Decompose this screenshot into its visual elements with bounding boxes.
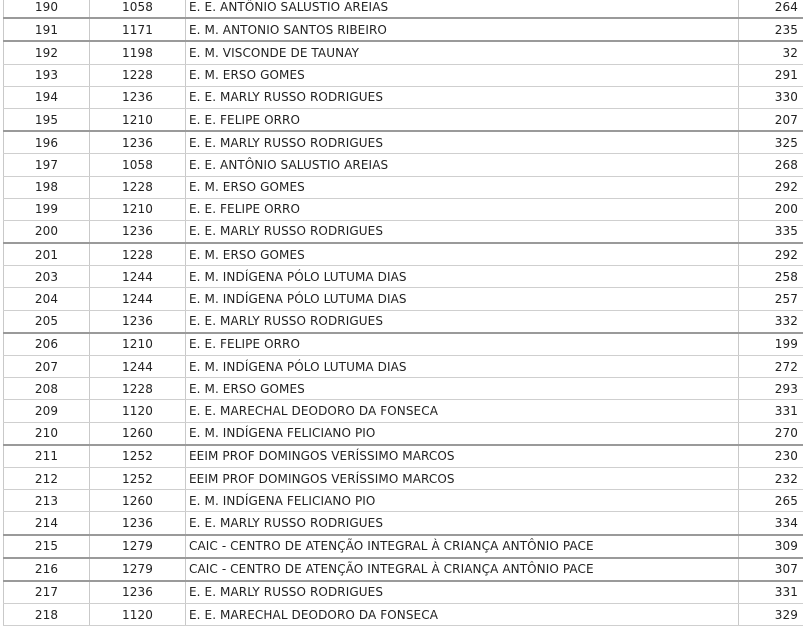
school-name-cell: E. E. MARLY RUSSO RODRIGUES (186, 86, 739, 108)
value-cell: 307 (739, 558, 803, 581)
value-cell: 268 (739, 154, 803, 176)
value-cell: 32 (739, 41, 803, 64)
row-number-cell: 195 (4, 108, 90, 131)
value-cell: 270 (739, 422, 803, 445)
table-row (4, 467, 803, 489)
table-row (4, 288, 803, 310)
row-number-cell: 217 (4, 581, 90, 604)
value-cell: 200 (739, 198, 803, 220)
school-name-cell: E. M. ERSO GOMES (186, 378, 739, 400)
value-cell: 265 (739, 490, 803, 512)
value-cell: 235 (739, 18, 803, 41)
value-cell: 293 (739, 378, 803, 400)
school-name-cell: E. E. FELIPE ORRO (186, 108, 739, 131)
school-name-cell: CAIC - CENTRO DE ATENÇÃO INTEGRAL À CRIANÇA ANTÔNIO PACE (186, 535, 739, 558)
row-number-cell: 198 (4, 176, 90, 198)
row-number-cell: 204 (4, 288, 90, 310)
table-row (4, 131, 803, 154)
school-code-cell: 1228 (90, 378, 186, 400)
school-code-cell: 1236 (90, 512, 186, 535)
row-number-cell: 201 (4, 243, 90, 266)
table-row (4, 266, 803, 288)
table-row (4, 604, 803, 626)
table-row (4, 18, 803, 41)
value-cell: 232 (739, 467, 803, 489)
table-row (4, 356, 803, 378)
row-number-cell: 197 (4, 154, 90, 176)
school-name-cell: CAIC - CENTRO DE ATENÇÃO INTEGRAL À CRIANÇA ANTÔNIO PACE (186, 558, 739, 581)
school-name-cell: E. M. ERSO GOMES (186, 176, 739, 198)
school-name-cell: E. E. MARECHAL DEODORO DA FONSECA (186, 604, 739, 626)
school-name-cell: E. M. ANTONIO SANTOS RIBEIRO (186, 18, 739, 41)
value-cell: 199 (739, 333, 803, 356)
value-cell: 329 (739, 604, 803, 626)
school-name-cell: E. E. MARLY RUSSO RODRIGUES (186, 310, 739, 333)
table-row (4, 64, 803, 86)
school-code-cell: 1236 (90, 86, 186, 108)
school-code-cell: 1228 (90, 243, 186, 266)
school-code-cell: 1120 (90, 604, 186, 626)
school-code-cell: 1228 (90, 64, 186, 86)
table-row (4, 41, 803, 64)
table-row (4, 535, 803, 558)
school-name-cell: E. M. ERSO GOMES (186, 64, 739, 86)
school-code-cell: 1244 (90, 356, 186, 378)
school-code-cell: 1252 (90, 467, 186, 489)
school-name-cell: EEIM PROF DOMINGOS VERÍSSIMO MARCOS (186, 445, 739, 468)
value-cell: 258 (739, 266, 803, 288)
school-name-cell: E. E. MARLY RUSSO RODRIGUES (186, 131, 739, 154)
table-row (4, 445, 803, 468)
school-code-cell: 1244 (90, 266, 186, 288)
school-code-cell: 1210 (90, 198, 186, 220)
row-number-cell: 208 (4, 378, 90, 400)
school-code-cell: 1210 (90, 108, 186, 131)
school-name-cell: E. E. FELIPE ORRO (186, 333, 739, 356)
table-row (4, 108, 803, 131)
row-number-cell: 211 (4, 445, 90, 468)
table-row (4, 333, 803, 356)
results-table (3, 0, 803, 626)
school-code-cell: 1279 (90, 558, 186, 581)
school-code-cell: 1171 (90, 18, 186, 41)
school-code-cell: 1236 (90, 220, 186, 243)
school-code-cell: 1058 (90, 154, 186, 176)
row-number-cell: 203 (4, 266, 90, 288)
school-code-cell: 1236 (90, 581, 186, 604)
row-number-cell: 212 (4, 467, 90, 489)
table-row (4, 220, 803, 243)
row-number-cell: 206 (4, 333, 90, 356)
school-code-cell: 1260 (90, 422, 186, 445)
table-row (4, 198, 803, 220)
school-name-cell: E. M. ERSO GOMES (186, 243, 739, 266)
table-row (4, 243, 803, 266)
value-cell: 230 (739, 445, 803, 468)
value-cell: 291 (739, 64, 803, 86)
value-cell: 325 (739, 131, 803, 154)
value-cell: 264 (739, 0, 803, 18)
table-row (4, 0, 803, 18)
school-name-cell: E. M. INDÍGENA PÓLO LUTUMA DIAS (186, 288, 739, 310)
school-code-cell: 1236 (90, 131, 186, 154)
value-cell: 331 (739, 400, 803, 422)
school-code-cell: 1236 (90, 310, 186, 333)
school-name-cell: E. E. ANTÔNIO SALUSTIO AREIAS (186, 0, 739, 18)
table-row (4, 176, 803, 198)
school-name-cell: E. E. FELIPE ORRO (186, 198, 739, 220)
row-number-cell: 210 (4, 422, 90, 445)
value-cell: 292 (739, 176, 803, 198)
value-cell: 332 (739, 310, 803, 333)
row-number-cell: 207 (4, 356, 90, 378)
row-number-cell: 196 (4, 131, 90, 154)
school-name-cell: E. E. MARLY RUSSO RODRIGUES (186, 220, 739, 243)
table-row (4, 400, 803, 422)
school-code-cell: 1279 (90, 535, 186, 558)
table-row (4, 422, 803, 445)
table-row (4, 86, 803, 108)
school-name-cell: E. M. INDÍGENA FELICIANO PIO (186, 490, 739, 512)
school-code-cell: 1210 (90, 333, 186, 356)
row-number-cell: 191 (4, 18, 90, 41)
school-name-cell: E. M. VISCONDE DE TAUNAY (186, 41, 739, 64)
school-name-cell: E. E. ANTÔNIO SALUSTIO AREIAS (186, 154, 739, 176)
school-code-cell: 1198 (90, 41, 186, 64)
row-number-cell: 194 (4, 86, 90, 108)
school-code-cell: 1252 (90, 445, 186, 468)
table-row (4, 512, 803, 535)
row-number-cell: 209 (4, 400, 90, 422)
row-number-cell: 192 (4, 41, 90, 64)
value-cell: 207 (739, 108, 803, 131)
row-number-cell: 213 (4, 490, 90, 512)
table-row (4, 558, 803, 581)
row-number-cell: 205 (4, 310, 90, 333)
value-cell: 330 (739, 86, 803, 108)
row-number-cell: 214 (4, 512, 90, 535)
row-number-cell: 200 (4, 220, 90, 243)
value-cell: 335 (739, 220, 803, 243)
row-number-cell: 215 (4, 535, 90, 558)
school-name-cell: E. E. MARECHAL DEODORO DA FONSECA (186, 400, 739, 422)
table-row (4, 154, 803, 176)
value-cell: 292 (739, 243, 803, 266)
school-code-cell: 1228 (90, 176, 186, 198)
row-number-cell: 199 (4, 198, 90, 220)
school-name-cell: E. M. INDÍGENA PÓLO LUTUMA DIAS (186, 266, 739, 288)
table-row (4, 581, 803, 604)
school-name-cell: E. M. INDÍGENA FELICIANO PIO (186, 422, 739, 445)
table-row (4, 490, 803, 512)
school-code-cell: 1058 (90, 0, 186, 18)
school-code-cell: 1120 (90, 400, 186, 422)
value-cell: 331 (739, 581, 803, 604)
school-name-cell: E. E. MARLY RUSSO RODRIGUES (186, 581, 739, 604)
results-table-body (4, 0, 803, 626)
school-name-cell: E. E. MARLY RUSSO RODRIGUES (186, 512, 739, 535)
value-cell: 272 (739, 356, 803, 378)
row-number-cell: 218 (4, 604, 90, 626)
school-name-cell: E. M. INDÍGENA PÓLO LUTUMA DIAS (186, 356, 739, 378)
school-code-cell: 1244 (90, 288, 186, 310)
value-cell: 309 (739, 535, 803, 558)
school-name-cell: EEIM PROF DOMINGOS VERÍSSIMO MARCOS (186, 467, 739, 489)
table-row (4, 378, 803, 400)
row-number-cell: 216 (4, 558, 90, 581)
row-number-cell: 193 (4, 64, 90, 86)
school-code-cell: 1260 (90, 490, 186, 512)
value-cell: 334 (739, 512, 803, 535)
row-number-cell: 190 (4, 0, 90, 18)
table-row (4, 310, 803, 333)
value-cell: 257 (739, 288, 803, 310)
